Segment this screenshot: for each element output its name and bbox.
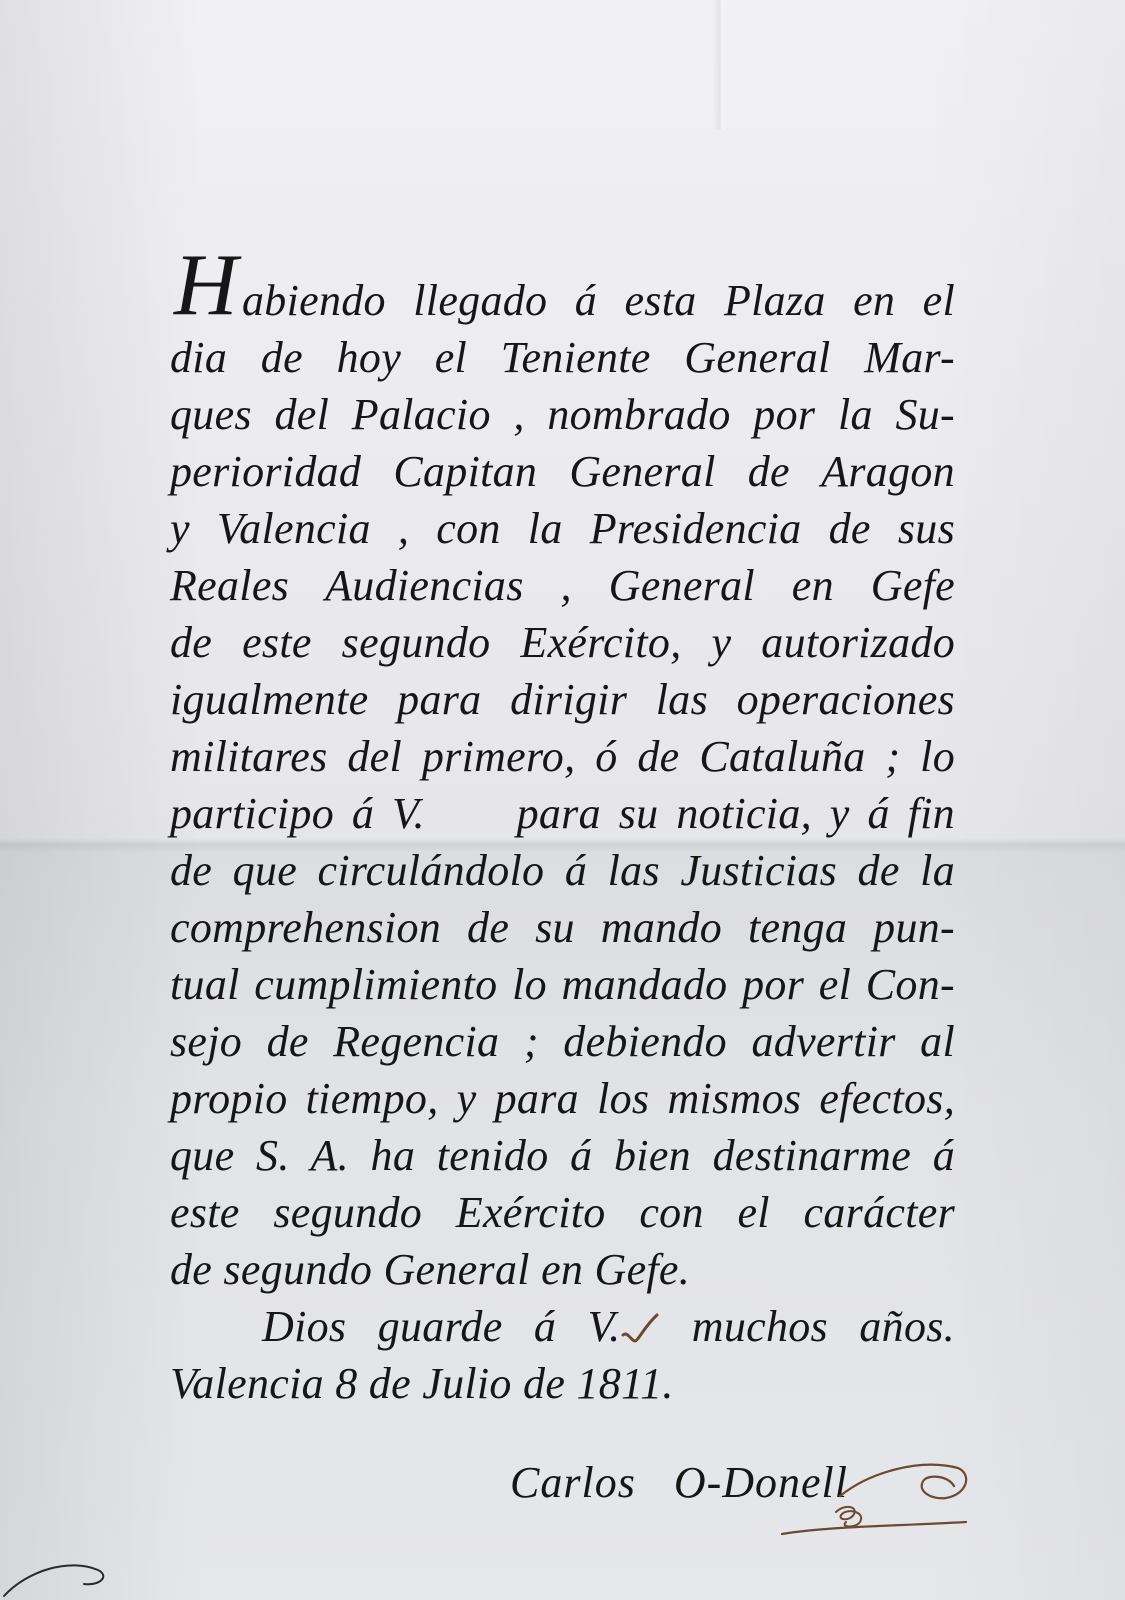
text-line	[170, 614, 955, 671]
text-line	[170, 1070, 955, 1127]
text-line	[170, 728, 955, 785]
text-line	[170, 557, 955, 614]
letter-body	[170, 237, 955, 1412]
salutation-text: Dios guarde á V.	[262, 1302, 621, 1351]
line-text: de segundo General en Gefe.	[170, 1245, 691, 1294]
line-text: dia de hoy el Teniente General Mar-	[170, 333, 955, 382]
line-text: tual cumplimiento lo mandado por el Con-	[170, 960, 955, 1009]
text-line	[170, 329, 955, 386]
line-text: de este segundo Exército, y autorizado	[170, 618, 955, 667]
handwritten-mark-icon	[620, 1304, 660, 1361]
text-line	[170, 386, 955, 443]
text-line	[170, 1184, 955, 1241]
text-line	[170, 1241, 955, 1298]
line-text: participo á V.	[170, 789, 425, 838]
text-line	[170, 785, 955, 842]
line-text: este segundo Exército con el carácter	[170, 1188, 955, 1237]
line-text: comprehension de su mando tenga pun-	[170, 903, 955, 952]
line-text: Reales Audiencias , General en Gefe	[170, 561, 955, 610]
drop-cap: H	[174, 237, 238, 334]
line-text: militares del primero, ó de Cataluña ; lo	[170, 732, 955, 781]
signature-rubric	[770, 1452, 975, 1547]
text-line	[170, 956, 955, 1013]
line-text: abiendo llegado á esta Plaza en el	[242, 276, 955, 325]
line-text: propio tiempo, y para los mismos efectos,	[170, 1074, 955, 1123]
salutation-line	[170, 1298, 955, 1355]
text-line	[170, 842, 955, 899]
handwritten-scrap	[0, 1548, 120, 1600]
place-date: Valencia 8 de Julio de 1811.	[170, 1359, 674, 1408]
text-line	[170, 237, 955, 334]
text-line	[170, 1127, 955, 1184]
line-text: y Valencia , con la Presidencia de sus	[170, 504, 955, 553]
signature-name: Carlos O-Donell	[510, 1458, 848, 1507]
salutation-text: muchos años.	[691, 1302, 955, 1351]
line-text: para su noticia, y á fin	[516, 789, 955, 838]
text-line	[170, 1013, 955, 1070]
line-text: ques del Palacio , nombrado por la Su-	[170, 390, 955, 439]
text-line	[170, 899, 955, 956]
line-text: que S. A. ha tenido á bien destinarme á	[170, 1131, 955, 1180]
line-text: igualmente para dirigir las operaciones	[170, 675, 955, 724]
line-text: perioridad Capitan General de Aragon	[170, 447, 955, 496]
line-text: sejo de Regencia ; debiendo advertir al	[170, 1017, 955, 1066]
text-line	[170, 500, 955, 557]
paper-crease	[712, 0, 728, 130]
place-date-line	[170, 1355, 955, 1412]
text-line	[170, 443, 955, 500]
text-line	[170, 671, 955, 728]
line-text: de que circulándolo á las Justicias de la	[170, 846, 955, 895]
